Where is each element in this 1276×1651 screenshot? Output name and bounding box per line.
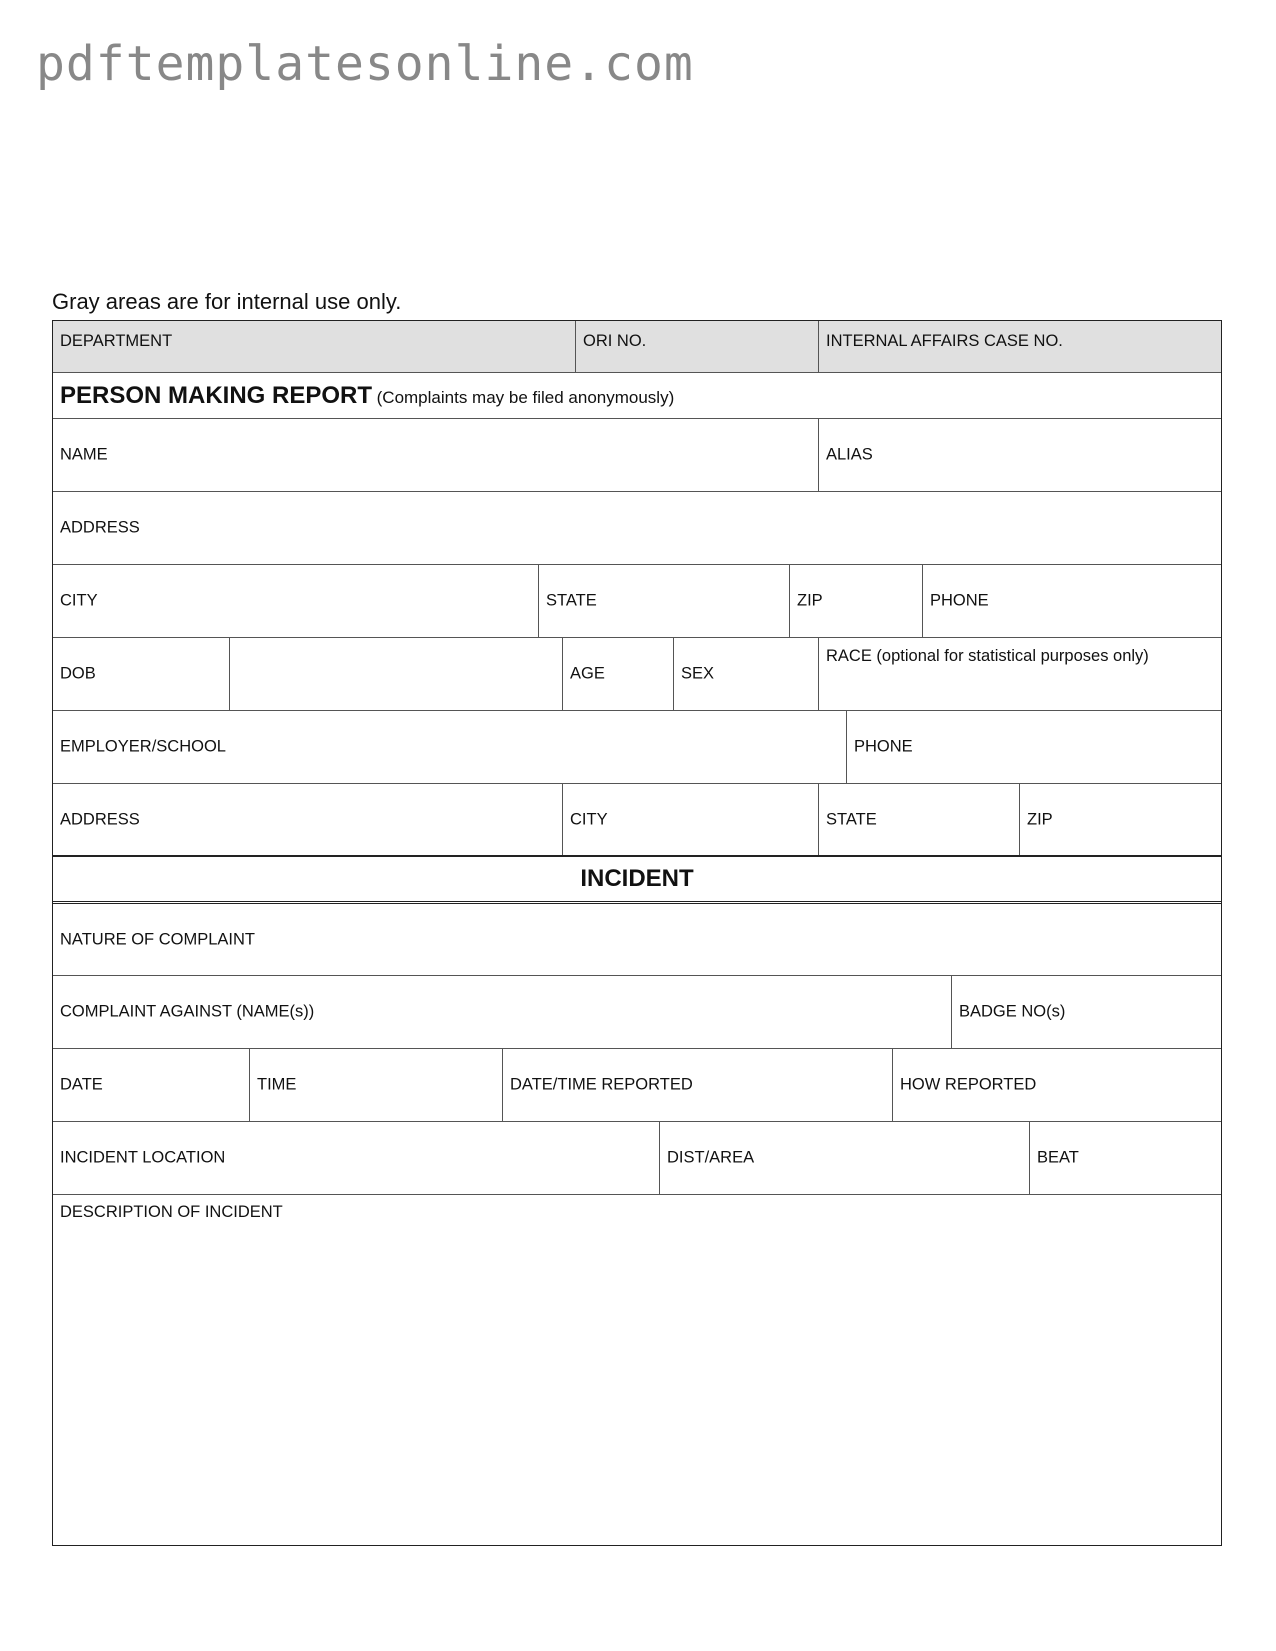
time-label: TIME [257, 1075, 297, 1094]
employer-label: EMPLOYER/SCHOOL [60, 737, 226, 756]
ia-case-no-field[interactable] [819, 321, 1221, 372]
location-field[interactable] [53, 1122, 660, 1194]
complaint-form [52, 320, 1222, 1546]
employer-row [53, 711, 1221, 784]
phone-label: PHONE [930, 591, 989, 610]
ori-no-field[interactable] [576, 321, 819, 372]
dob-label-cell [53, 638, 230, 710]
alias-label: ALIAS [826, 445, 873, 464]
badge-field[interactable] [952, 976, 1221, 1048]
date-row [53, 1049, 1221, 1122]
how-reported-label: HOW REPORTED [900, 1075, 1037, 1094]
employer-phone-field[interactable] [847, 711, 1221, 783]
beat-label: BEAT [1037, 1148, 1079, 1167]
city-field[interactable] [53, 565, 539, 637]
person-section-title-wrap [60, 382, 674, 410]
address-label: ADDRESS [60, 518, 140, 537]
location-label: INCIDENT LOCATION [60, 1148, 226, 1167]
employer-state-field[interactable] [819, 784, 1020, 855]
race-label: RACE (optional for statistical purposes only) [826, 647, 1149, 665]
dob-row [53, 638, 1221, 711]
location-row [53, 1122, 1221, 1195]
ia-case-no-label: INTERNAL AFFAIRS CASE NO. [826, 332, 1063, 350]
nature-field[interactable] [53, 904, 1221, 975]
internal-use-row [53, 321, 1221, 373]
person-section-subtitle: (Complaints may be filed anonymously) [376, 387, 675, 407]
phone-field[interactable] [923, 565, 1221, 637]
dob-label: DOB [60, 664, 96, 683]
employer-address-row [53, 784, 1221, 857]
name-row [53, 419, 1221, 492]
date-field[interactable] [53, 1049, 250, 1121]
nature-row [53, 904, 1221, 976]
person-section-title: PERSON MAKING REPORT [60, 381, 373, 409]
against-field[interactable] [53, 976, 952, 1048]
sex-field[interactable] [674, 638, 819, 710]
internal-use-note: Gray areas are for internal use only. [52, 289, 402, 314]
dist-area-label: DIST/AREA [667, 1148, 755, 1167]
employer-address-field[interactable] [53, 784, 563, 855]
ori-no-label: ORI NO. [583, 332, 647, 350]
name-label: NAME [60, 445, 108, 464]
age-field[interactable] [563, 638, 674, 710]
department-label: DEPARTMENT [60, 332, 173, 350]
incident-section-header [53, 857, 1221, 904]
time-field[interactable] [250, 1049, 503, 1121]
datetime-reported-label: DATE/TIME REPORTED [510, 1075, 693, 1094]
dist-area-field[interactable] [660, 1122, 1030, 1194]
employer-city-field[interactable] [563, 784, 819, 855]
description-label: DESCRIPTION OF INCIDENT [60, 1203, 283, 1221]
employer-zip-field[interactable] [1020, 784, 1221, 855]
age-label: AGE [570, 664, 605, 683]
against-row [53, 976, 1221, 1049]
description-field[interactable] [53, 1195, 1221, 1544]
race-field[interactable] [819, 638, 1221, 710]
dob-field[interactable] [230, 638, 563, 710]
employer-state-label: STATE [826, 810, 877, 828]
state-label: STATE [546, 591, 597, 610]
against-label: COMPLAINT AGAINST (NAME(s)) [60, 1002, 315, 1021]
badge-label: BADGE NO(s) [959, 1002, 1066, 1021]
employer-phone-label: PHONE [854, 737, 913, 756]
department-field[interactable] [53, 321, 576, 372]
city-row [53, 565, 1221, 638]
person-section-header [53, 373, 1221, 419]
beat-field[interactable] [1030, 1122, 1221, 1194]
alias-field[interactable] [819, 419, 1221, 491]
nature-label: NATURE OF COMPLAINT [60, 930, 255, 948]
watermark-text: pdftemplatesonline.com [36, 36, 694, 92]
incident-section-title: INCIDENT [580, 865, 694, 892]
employer-zip-label: ZIP [1027, 810, 1053, 828]
employer-address-label: ADDRESS [60, 810, 140, 828]
how-reported-field[interactable] [893, 1049, 1221, 1121]
address-field[interactable] [53, 492, 1221, 564]
name-field[interactable] [53, 419, 819, 491]
address-row [53, 492, 1221, 565]
sex-label: SEX [681, 664, 715, 683]
city-label: CITY [60, 591, 98, 610]
zip-label: ZIP [797, 591, 823, 610]
state-field[interactable] [539, 565, 790, 637]
date-label: DATE [60, 1075, 103, 1094]
zip-field[interactable] [790, 565, 923, 637]
description-row [53, 1195, 1221, 1544]
employer-field[interactable] [53, 711, 847, 783]
employer-city-label: CITY [570, 810, 608, 828]
datetime-reported-field[interactable] [503, 1049, 893, 1121]
